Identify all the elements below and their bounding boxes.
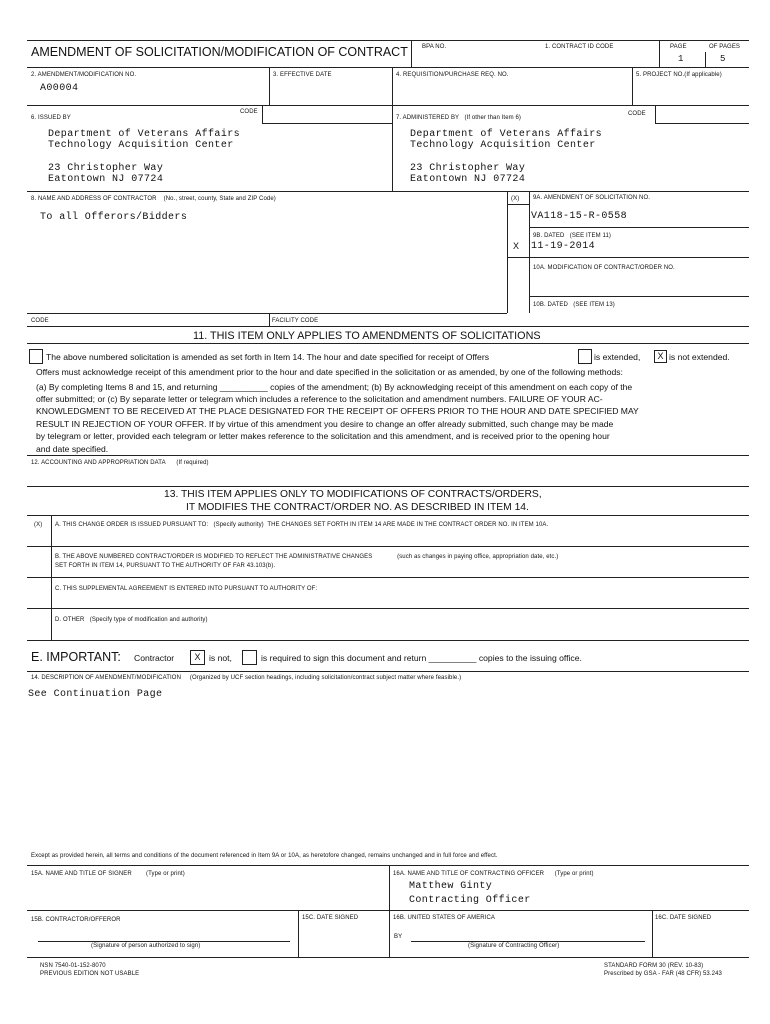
effective-date-label: 3. EFFECTIVE DATE: [273, 72, 332, 78]
requisition-label: 4. REQUISITION/PURCHASE REQ. NO.: [396, 72, 509, 78]
dated-label-text: 9B. DATED: [533, 233, 565, 239]
item14-label: [31, 675, 461, 681]
item11-heading: 11. THIS ITEM ONLY APPLIES TO AMENDMENTS OF SOLICITATIONS: [193, 330, 541, 342]
mod-dated-label: [533, 302, 615, 308]
item13-b-text: B. THE ABOVE NUMBERED CONTRACT/ORDER IS MODIFIED TO REFLECT THE ADMINISTRATIVE CHANGES: [55, 554, 373, 560]
officer-name: Matthew Ginty: [409, 881, 493, 892]
rule: [659, 40, 660, 67]
not-extended-label: is not extended.: [669, 352, 730, 362]
signer-16a-note: (Type or print): [554, 871, 594, 877]
rule: [262, 123, 392, 124]
project-no-label: 5. PROJECT NO.(If applicable): [636, 72, 722, 78]
rule: [529, 191, 530, 313]
rule: [27, 577, 749, 578]
item13-b: [55, 554, 558, 560]
rule: [27, 326, 749, 327]
item11-line: Offers must acknowledge receipt of this amendment prior to the hour and date specified in the solicitation or as amended, by one of the following methods:: [36, 367, 623, 377]
signer-16b-label: 16B. UNITED STATES OF AMERICA: [393, 915, 496, 921]
item13-heading: IT MODIFIES THE CONTRACT/ORDER NO. AS DESCRIBED IN ITEM 14.: [186, 502, 529, 513]
rule: [27, 40, 749, 41]
item13-b-line2: SET FORTH IN ITEM 14, PURSUANT TO THE AUTHORITY OF FAR 43.103(b).: [55, 563, 276, 569]
rule: [411, 40, 412, 67]
administered-by-label: [396, 115, 521, 121]
item11-line: The above numbered solicitation is amended as set forth in Item 14. The hour and date specified for receipt of Offers: [46, 352, 489, 362]
signature-caption-left: (Signature of person authorized to sign): [91, 943, 201, 949]
rule: [298, 910, 299, 957]
rule: [262, 105, 263, 123]
rule: [27, 910, 749, 911]
rule: [655, 123, 749, 124]
page-label: PAGE: [670, 44, 687, 50]
is-extended-label: is extended,: [594, 352, 641, 362]
x-column-header: (X): [34, 522, 43, 528]
mod-dated-note: (SEE ITEM 13): [573, 302, 615, 308]
is-required-checkbox[interactable]: [242, 650, 257, 665]
rule: [27, 191, 749, 192]
item13-d-text: D. OTHER: [55, 617, 85, 623]
contractor-label-text: 8. NAME AND ADDRESS OF CONTRACTOR: [31, 196, 157, 202]
is-not-checkbox[interactable]: X: [190, 650, 205, 665]
rule: [27, 546, 749, 547]
rule: [27, 608, 749, 609]
item11-line: RESULT IN REJECTION OF YOUR OFFER. If by virtue of this amendment you desire to change an offer already submitted, such change may be made: [36, 419, 614, 429]
dated-label: [533, 233, 611, 239]
page-value: 1: [678, 54, 684, 64]
contractor-label: [31, 196, 276, 202]
rule: [507, 191, 508, 313]
item14-value: See Continuation Page: [28, 689, 163, 700]
rule: [392, 67, 393, 105]
issued-line: 23 Christopher Way: [48, 163, 164, 174]
issued-line: Department of Veterans Affairs: [48, 129, 241, 140]
signer-15a-note: (Type or print): [145, 871, 185, 877]
contractor-value: To all Offerors/Bidders: [40, 212, 188, 223]
item13-heading: 13. THIS ITEM APPLIES ONLY TO MODIFICATIONS OF CONTRACTS/ORDERS,: [164, 489, 542, 500]
administered-line: Technology Acquisition Center: [410, 140, 596, 151]
footer-nsn: NSN 7540-01-152-8070: [40, 963, 106, 969]
item13-a-tail: THE CHANGES SET FORTH IN ITEM 14 ARE MADE IN THE CONTRACT ORDER NO. IN ITEM 10A.: [267, 522, 549, 528]
important-label: E. IMPORTANT:: [31, 650, 121, 664]
x-column-header: (X): [511, 196, 520, 202]
contract-id-label: 1. CONTRACT ID CODE: [545, 44, 614, 50]
item12-note: (If required): [176, 460, 209, 466]
rule: [652, 910, 653, 957]
signer-15a-text: 15A. NAME AND TITLE OF SIGNER: [31, 871, 132, 877]
administered-line: Department of Veterans Affairs: [410, 129, 603, 140]
item13-a-text: A. THIS CHANGE ORDER IS ISSUED PURSUANT TO:: [55, 522, 209, 528]
code-label: CODE: [31, 318, 49, 324]
is-required-label: is required to sign this document and return __________ copies to the issuing office.: [261, 653, 582, 663]
administered-code-label: CODE: [628, 111, 646, 117]
except-text: Except as provided herein, all terms and conditions of the document referenced in Item 9A or 10A, as heretofore changed, remains unchanged and in full force and effect.: [31, 853, 498, 859]
amendment-no-label: 2. AMENDMENT/MODIFICATION NO.: [31, 72, 137, 78]
issued-line: Technology Acquisition Center: [48, 140, 234, 151]
item13-a: [55, 522, 548, 528]
signature-line-contractor[interactable]: [38, 941, 290, 942]
is-not-label: is not,: [209, 653, 232, 663]
rule: [27, 515, 749, 516]
item13-b-note: (such as changes in paying office, appropriation date, etc.): [397, 554, 559, 560]
item11-line: and date specified.: [36, 444, 109, 454]
signature-line-officer[interactable]: [411, 941, 645, 942]
rule: [27, 486, 749, 487]
rule: [27, 105, 749, 106]
of-pages-label: OF PAGES: [709, 44, 741, 50]
dated-value: 11-19-2014: [531, 241, 596, 252]
item11-line: by telegram or letter, provided each telegram or letter makes reference to the solicitation and this amendment, and is received prior to the opening hour: [36, 431, 610, 441]
item13-a-note: (Specify authority): [213, 522, 264, 528]
rule: [27, 455, 749, 456]
item13-d: [55, 617, 208, 623]
administered-line: Eatontown NJ 07724: [410, 174, 526, 185]
amendment-no-value: A00004: [40, 83, 79, 94]
item11-line: KNOWLEDGMENT TO BE RECEIVED AT THE PLACE DESIGNATED FOR THE RECEIPT OF OFFERS PRIOR TO THE HOUR AND DATE SPECIFIED MAY: [36, 406, 639, 416]
rule: [507, 257, 749, 258]
item14-note: (Organized by UCF section headings, including solicitation/contract subject matter where feasible.): [189, 675, 462, 681]
signer-15c-label: 15C. DATE SIGNED: [302, 915, 359, 921]
form-title: AMENDMENT OF SOLICITATION/MODIFICATION OF CONTRACT: [31, 45, 408, 59]
bpa-label: BPA NO.: [422, 44, 447, 50]
item12-label: [31, 460, 209, 466]
rule: [269, 313, 270, 326]
rule: [27, 343, 749, 344]
item13-c: C. THIS SUPPLEMENTAL AGREEMENT IS ENTERED INTO PURSUANT TO AUTHORITY OF:: [55, 586, 318, 592]
rule: [529, 296, 749, 297]
item11-line: offer submitted; or (c) By separate letter or telegram which includes a reference to the solicitation and amendment numbers. FAILURE OF YOUR AC-: [36, 394, 603, 404]
item11-line: (a) By completing Items 8 and 15, and returning __________ copies of the amendment; (b) By acknowledging receipt of this amendment on each copy of the: [36, 382, 633, 392]
item12-text: 12. ACCOUNTING AND APPROPRIATION DATA: [31, 460, 166, 466]
rule: [27, 640, 749, 641]
rule: [27, 67, 749, 68]
rule: [389, 865, 390, 957]
rule: [27, 313, 507, 314]
footer-sf: STANDARD FORM 30 (REV. 10-83): [604, 963, 704, 969]
signer-16a-text: 16A. NAME AND TITLE OF CONTRACTING OFFICER: [393, 871, 545, 877]
rule: [655, 105, 656, 123]
rule: [27, 957, 749, 958]
rule: [392, 105, 393, 191]
issued-code-label: CODE: [240, 109, 258, 115]
amend-sol-value: VA118-15-R-0558: [531, 211, 628, 222]
administered-by-note: (If other than Item 6): [464, 115, 522, 121]
rule: [27, 671, 749, 672]
footer-prescribed: Prescribed by GSA - FAR (48 CFR) 53.243: [604, 971, 722, 977]
administered-line: 23 Christopher Way: [410, 163, 526, 174]
signature-caption-right: (Signature of Contracting Officer): [468, 943, 560, 949]
rule: [529, 227, 749, 228]
mod-dated-text: 10B. DATED: [533, 302, 568, 308]
rule: [507, 204, 529, 205]
item14-text: 14. DESCRIPTION OF AMENDMENT/MODIFICATION: [31, 675, 181, 681]
item13-d-note: (Specify type of modification and authority): [89, 617, 208, 623]
mod-contract-label: 10A. MODIFICATION OF CONTRACT/ORDER NO.: [533, 265, 675, 271]
footer-prev: PREVIOUS EDITION NOT USABLE: [40, 971, 140, 977]
officer-title: Contracting Officer: [409, 895, 531, 906]
by-label: BY: [394, 934, 403, 940]
rule: [269, 67, 270, 105]
amended-checkbox[interactable]: [29, 349, 43, 364]
signer-15b-label: 15B. CONTRACTOR/OFFEROR: [31, 917, 121, 923]
rule: [27, 865, 749, 866]
rule: [632, 67, 633, 105]
amend-sol-label: 9A. AMENDMENT OF SOLICITATION NO.: [533, 195, 650, 201]
not-extended-checkbox[interactable]: X: [654, 350, 667, 363]
dated-label-note: (SEE ITEM 11): [569, 233, 611, 239]
of-pages-value: 5: [720, 54, 726, 64]
signer-15a-label: [31, 871, 185, 877]
extended-checkbox[interactable]: [578, 349, 592, 364]
signer-16a-label: [393, 871, 594, 877]
administered-by-text: 7. ADMINISTERED BY: [396, 115, 460, 121]
dated-x-mark: X: [513, 241, 520, 251]
rule: [705, 52, 706, 67]
contractor-label-note: (No., street, county, State and ZIP Code): [163, 196, 276, 202]
facility-code-label: FACILITY CODE: [272, 318, 319, 324]
important-contractor: Contractor: [134, 653, 175, 663]
issued-by-label: 6. ISSUED BY: [31, 115, 71, 121]
signer-16c-label: 16C. DATE SIGNED: [655, 915, 712, 921]
issued-line: Eatontown NJ 07724: [48, 174, 164, 185]
